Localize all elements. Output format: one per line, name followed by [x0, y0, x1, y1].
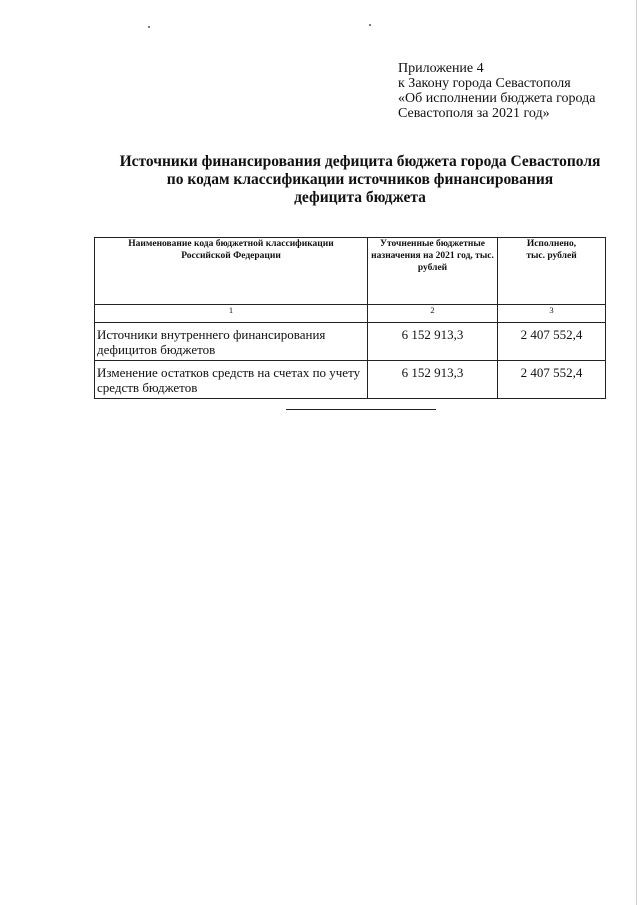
table-row — [95, 323, 606, 361]
appendix-note — [398, 61, 628, 121]
header-planned-text: Уточненные бюджетные назначения на 2021 год, тыс. рублей — [371, 239, 494, 273]
appendix-line: «Об исполнении бюджета города — [398, 91, 596, 106]
title-line: Источники финансирования дефицита бюджета города Севастополя — [119, 153, 601, 170]
header-executed — [498, 238, 606, 305]
row-name: Источники внутреннего финансирования дефицитов бюджетов — [95, 323, 368, 361]
row-executed: 2 407 552,4 — [498, 361, 606, 399]
appendix-line: к Закону города Севастополя — [398, 76, 571, 91]
sources-table — [94, 237, 606, 399]
table-header-row — [95, 238, 606, 305]
footer-divider — [286, 409, 436, 410]
row-name: Изменение остатков средств на счетах по учету средств бюджетов — [95, 361, 368, 399]
header-planned — [368, 238, 498, 305]
column-number: 2 — [368, 305, 498, 323]
scan-speck — [148, 26, 150, 28]
row-executed: 2 407 552,4 — [498, 323, 606, 361]
column-number: 1 — [95, 305, 368, 323]
document-title — [95, 153, 625, 207]
title-line: по кодам классификации источников финансирования — [166, 171, 554, 188]
appendix-line: Приложение 4 — [398, 61, 484, 76]
appendix-line: Севастополя за 2021 год» — [398, 106, 550, 121]
scan-edge — [636, 0, 637, 905]
header-code-name — [95, 238, 368, 305]
row-planned: 6 152 913,3 — [368, 323, 498, 361]
title-line: дефицита бюджета — [294, 189, 426, 206]
column-number-row — [95, 305, 606, 323]
header-code-name-text: Наименование кода бюджетной классификации Российской Федерации — [128, 239, 334, 261]
table-row — [95, 361, 606, 399]
column-number: 3 — [498, 305, 606, 323]
row-planned: 6 152 913,3 — [368, 361, 498, 399]
header-executed-text: Исполнено, тыс. рублей — [526, 239, 577, 261]
scan-speck — [369, 24, 371, 26]
